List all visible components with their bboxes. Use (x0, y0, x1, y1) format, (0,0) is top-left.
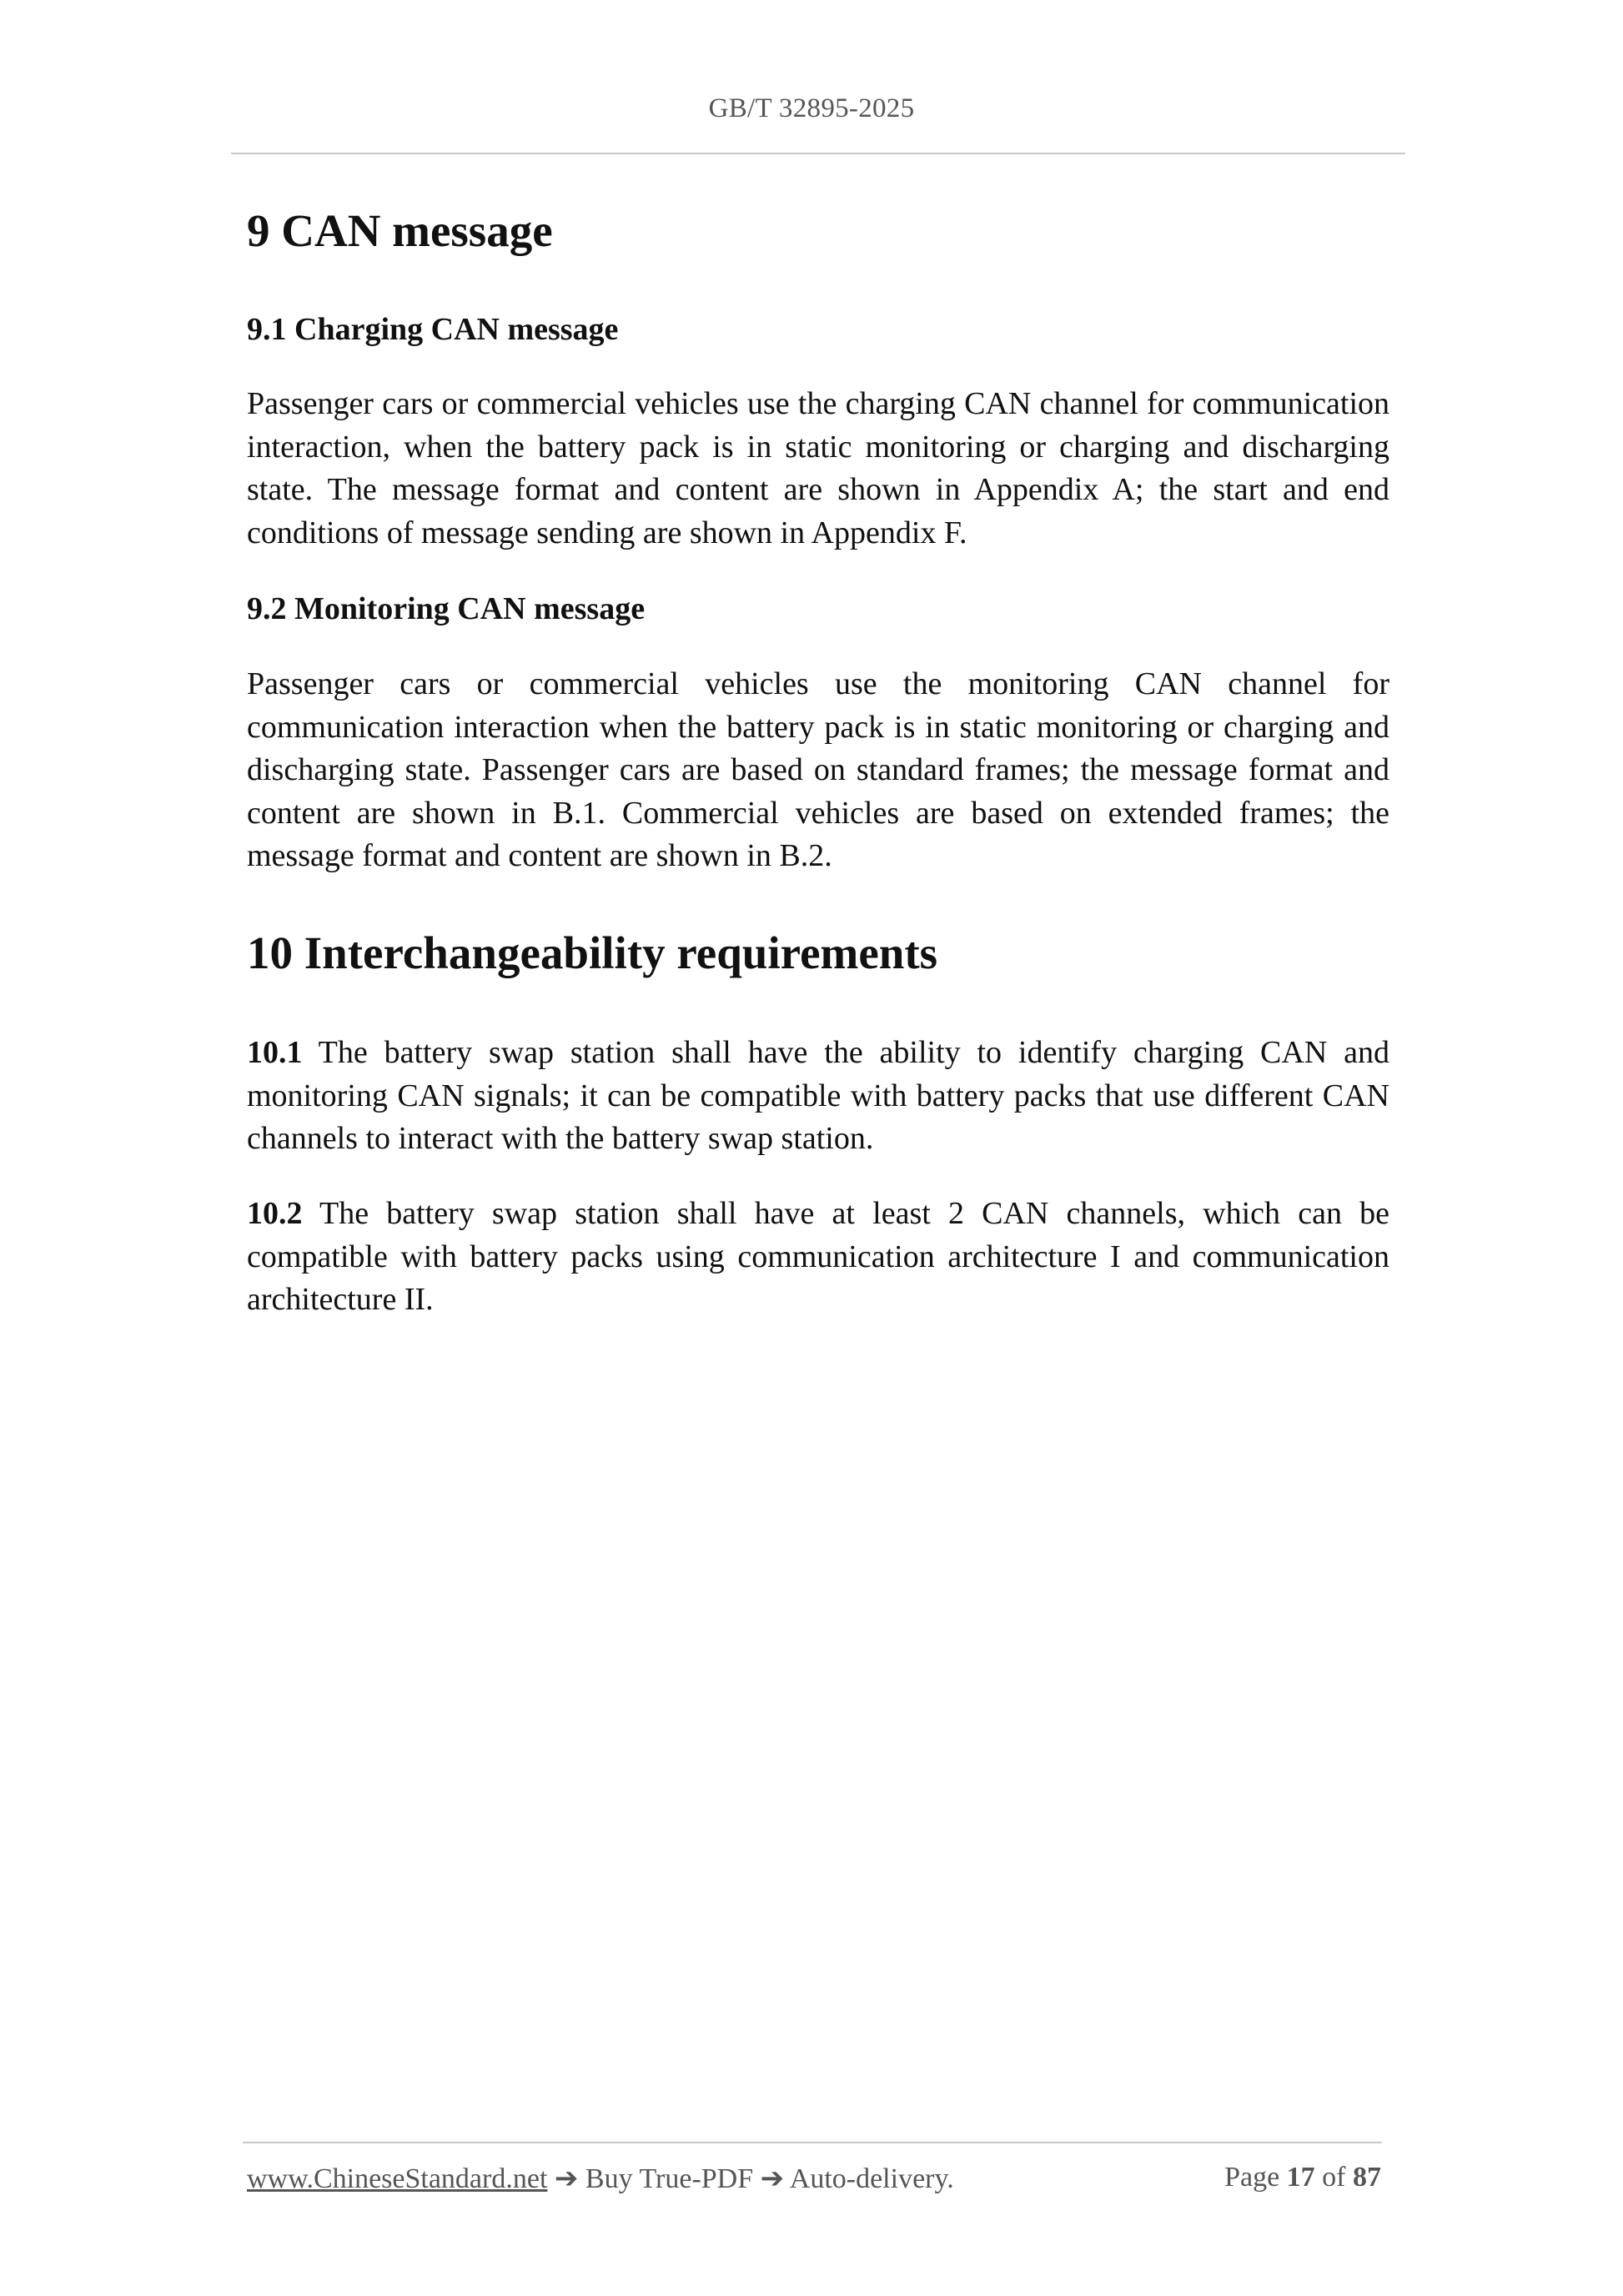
arrow-right-icon: ➔ (554, 2163, 579, 2194)
of-label: of (1322, 2162, 1346, 2193)
section-9-title: 9 CAN message (247, 205, 553, 256)
auto-delivery-text: Auto-delivery. (789, 2163, 954, 2194)
website-link[interactable]: www.ChineseStandard.net (247, 2163, 548, 2194)
section-9-2-title: 9.2 Monitoring CAN message (247, 591, 646, 626)
section-9-1-paragraph: Passenger cars or commercial vehicles use the charging CAN channel for communication interaction, when the battery pack is in static monitoring or charging and discharging state. The message format and content are shown in Appendix A; the start and end conditions of message sending are shown in Appendix F. (247, 386, 1389, 550)
header-divider (231, 153, 1405, 154)
page-indicator (1224, 2162, 1381, 2193)
buy-true-pdf-text: Buy True-PDF (585, 2163, 754, 2194)
section-9-1-title: 9.1 Charging CAN message (247, 312, 619, 347)
current-page-number: 17 (1286, 2162, 1315, 2193)
section-10-title: 10 Interchangeability requirements (247, 927, 938, 978)
footer-promo (247, 2162, 954, 2195)
page-label: Page (1224, 2162, 1280, 2193)
running-header: GB/T 32895-2025 (708, 93, 915, 123)
clause-10-1-text: The battery swap station shall have the ability to identify charging CAN and monitoring CAN signals; it can be compatible with battery packs that use different CAN channels to interact with the battery swap station. (247, 1035, 1389, 1156)
clause-10-2-text: The battery swap station shall have at least 2 CAN channels, which can be compatible with battery packs using communication architecture I and communication architecture II. (247, 1196, 1389, 1317)
clause-10-2 (247, 1193, 1389, 1322)
clause-10-2-number: 10.2 (247, 1196, 303, 1231)
arrow-right-icon: ➔ (760, 2163, 785, 2194)
section-9-2-paragraph: Passenger cars or commercial vehicles use the monitoring CAN channel for communication interaction when the battery pack is in static monitoring or charging and discharging state. Passenger cars are based on standard frames; the message format and content are shown in B.1. Commercial vehicles are based on extended frames; the message format and content are shown in B.2. (247, 666, 1389, 873)
clause-10-1-number: 10.1 (247, 1035, 303, 1070)
total-pages-number: 87 (1353, 2162, 1381, 2193)
footer-divider (243, 2142, 1382, 2143)
clause-10-1 (247, 1032, 1389, 1161)
